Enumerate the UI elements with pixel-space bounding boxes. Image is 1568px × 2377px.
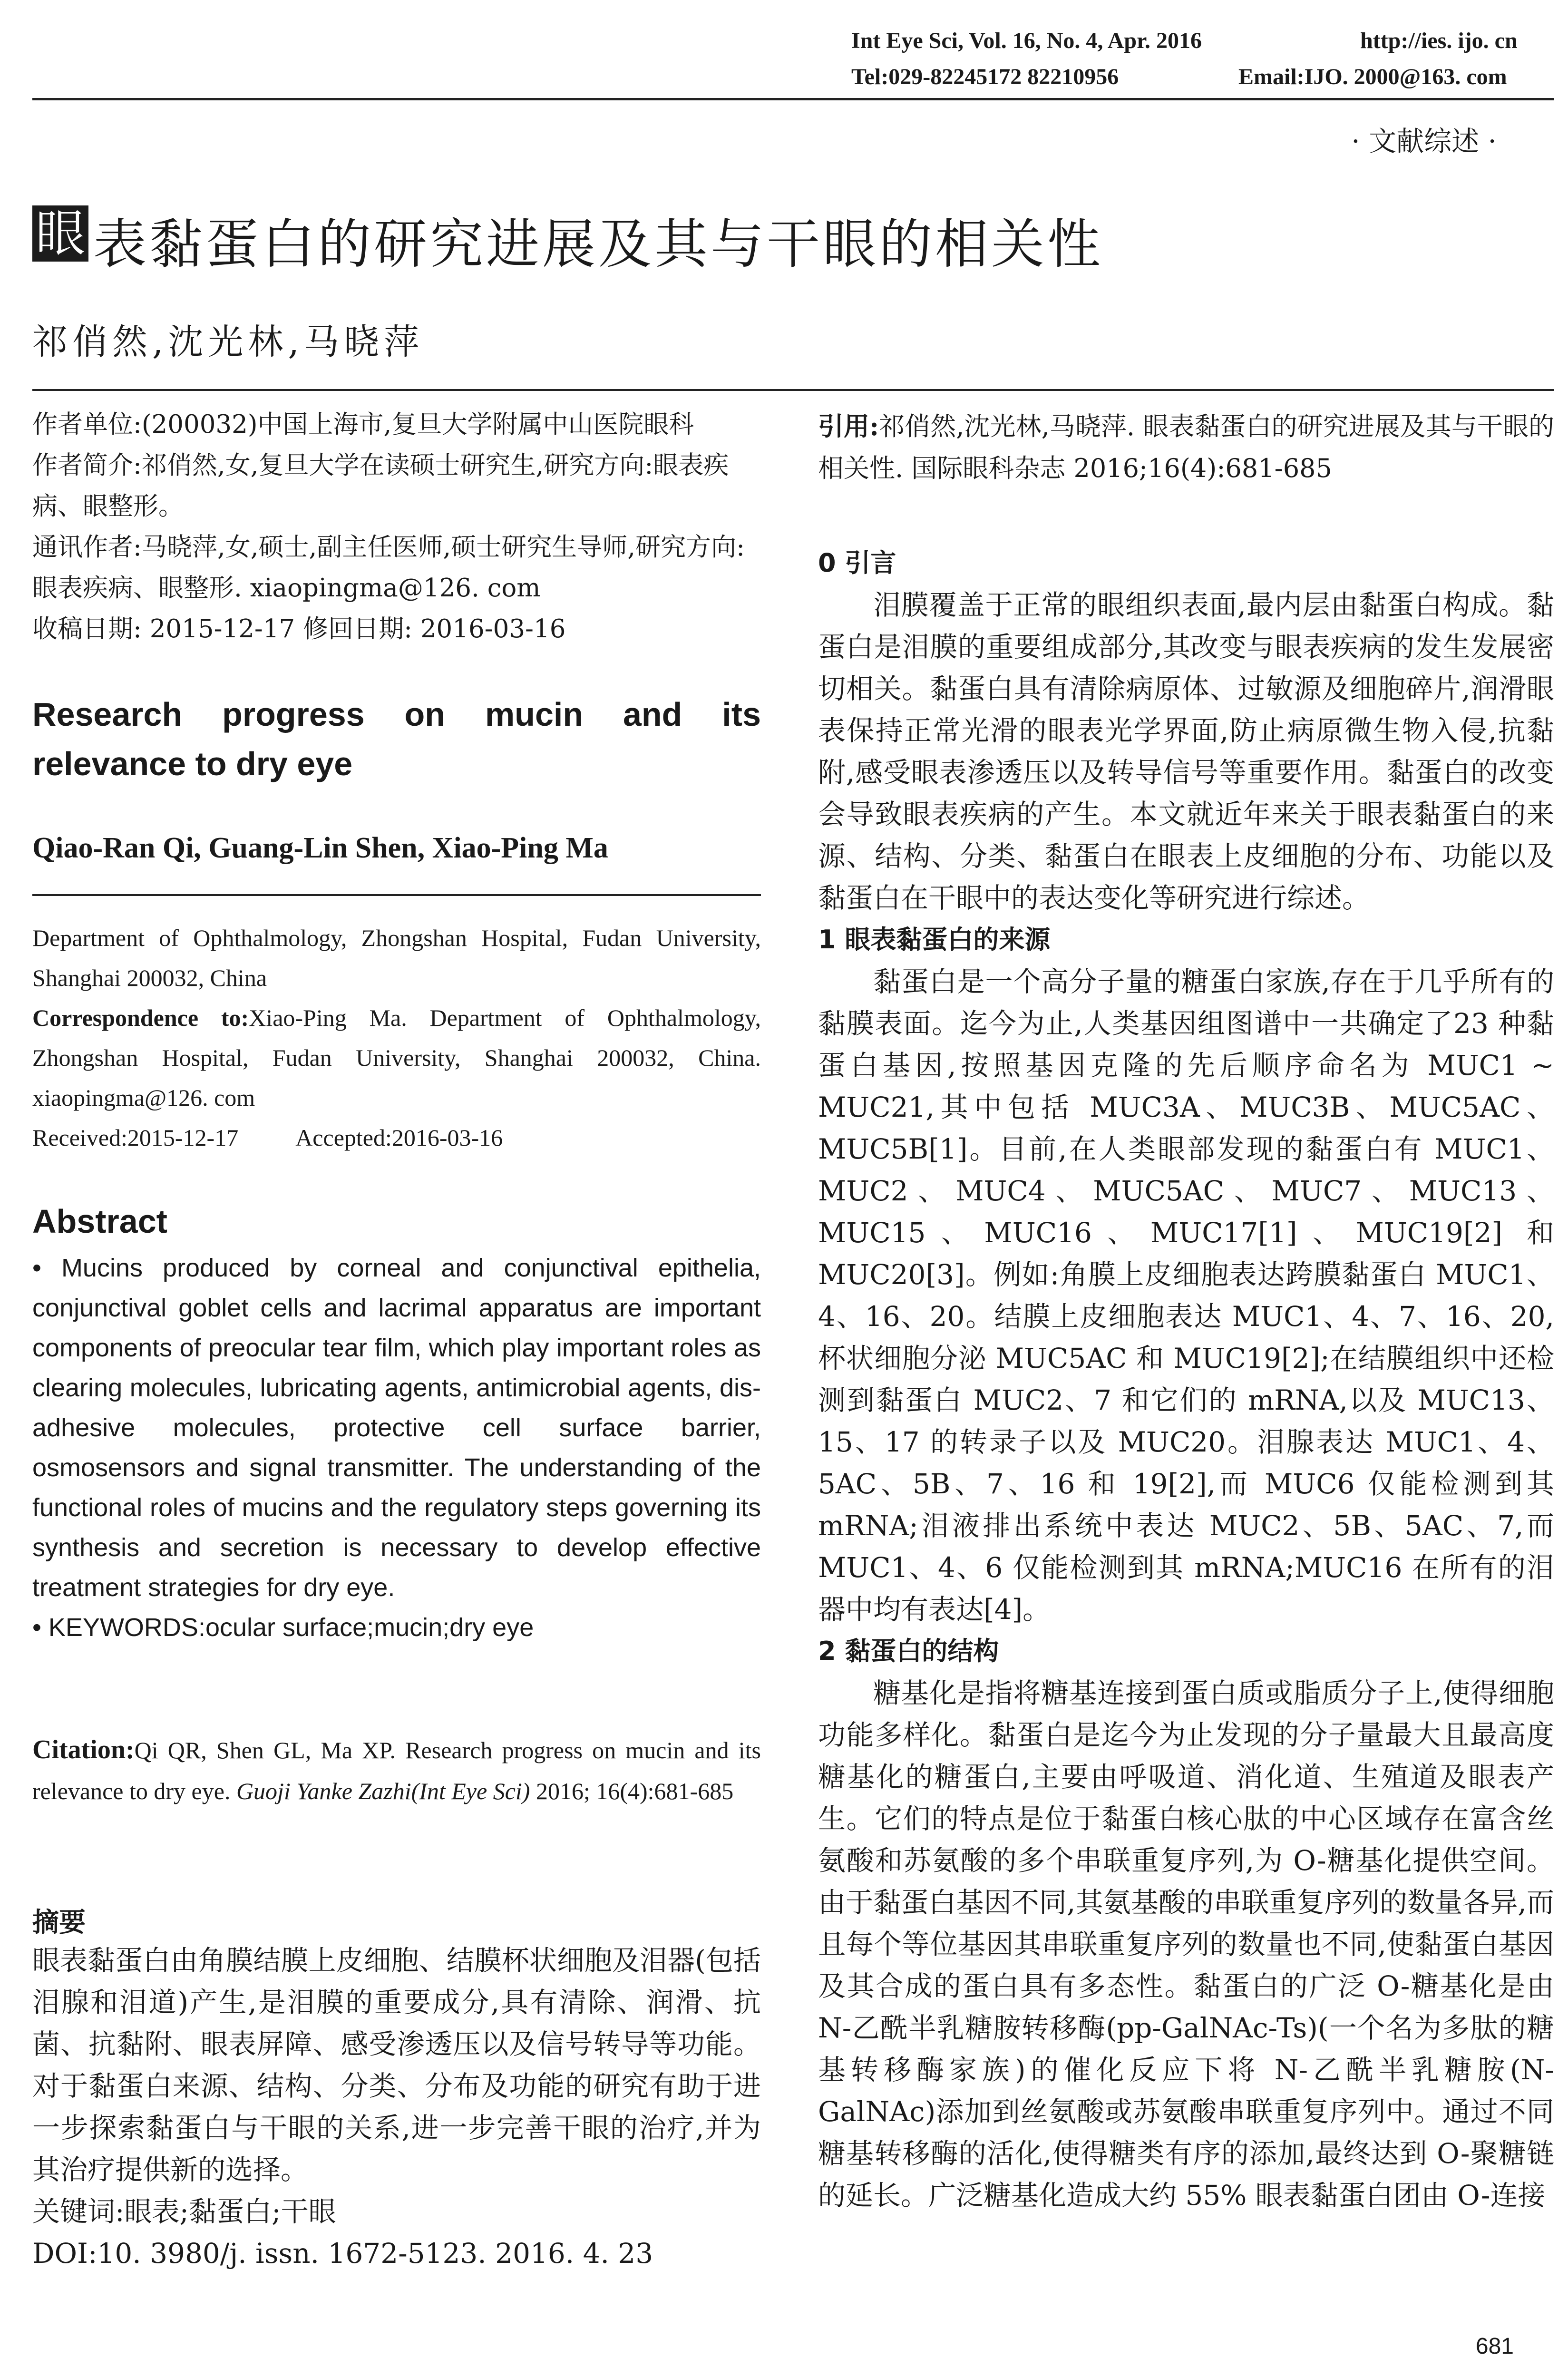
english-title-line1: Research progress on mucin and its xyxy=(32,696,761,733)
citation-journal: Guoji Yanke Zazhi(Int Eye Sci) xyxy=(236,1778,530,1804)
section-2-heading: 2 黏蛋白的结构 xyxy=(818,1636,999,1666)
journal-url[interactable]: http://ies. ijo. cn xyxy=(1360,28,1518,53)
authors-cn: 祁俏然,沈光林,马晓萍 xyxy=(32,321,424,362)
english-authors: Qiao-Ran Qi, Guang-Lin Shen, Xiao-Ping Ma xyxy=(32,832,608,864)
section-1-body: 黏蛋白是一个高分子量的糖蛋白家族,存在于几乎所有的黏膜表面。迄今为止,人类基因组图谱中一共确定了23 种黏蛋白基因,按照基因克隆的先后顺序命名为 MUC1 ~ MUC21,其中包括 MUC3A、MUC3B、MUC5AC、MUC5B[1]。目前,在人类眼部发现的黏蛋白有 MUC1、MUC2、MUC4、MUC5AC、MUC7、MUC13、MUC15、MUC16、MUC17[1]、MUC19[2] 和 MUC20[3]。例如:角膜上皮细胞表达跨膜黏蛋白 MUC1、4、16、20。结膜上皮细胞表达 MUC1、4、7、16、20,杯状细胞分泌 MUC5AC 和 MUC19[2];在结膜组织中还检测到黏蛋白 MUC2、7 和它们的 mRNA,以及 MUC13、15、17 的转录子以及 MUC20。泪腺表达 MUC1、4、5AC、5B、7、16 和 19[2],而 MUC6 仅能检测到其 mRNA;泪液排出系统中表达 MUC2、5B、5AC、7,而 MUC1、4、6 仅能检测到其 mRNA;MUC16 在所有的泪器中均有表达[4]。 xyxy=(818,965,1554,1626)
journal-tel: Tel:029-82245172 82210956 xyxy=(851,64,1119,89)
header-rule xyxy=(32,98,1554,100)
abstract-heading: Abstract xyxy=(32,1203,167,1240)
abstract-keywords: • KEYWORDS:ocular surface;mucin;dry eye xyxy=(32,1613,534,1642)
corresponding-author: 通讯作者:马晓萍,女,硕士,副主任医师,硕士研究生导师,研究方向:眼表疾病、眼整形. xiaopingma@126. com xyxy=(32,533,745,603)
section-2-body: 糖基化是指将糖基连接到蛋白质或脂质分子上,使得细胞功能多样化。黏蛋白是迄今为止发现的分子量最大且最高度糖基化的糖蛋白,主要由呼吸道、消化道、生殖道及眼表产生。它们的特点是位于黏蛋白核心肽的中心区域存在富含丝氨酸和苏氨酸的多个串联重复序列,为 O-糖基化提供空间。由于黏蛋白基因不同,其氨基酸的串联重复序列的数量各异,而且每个等位基因其串联重复序列的数量也不同,使黏蛋白基因及其合成的蛋白具有多态性。黏蛋白的广泛 O-糖基化是由 N-乙酰半乳糖胺转移酶(pp-GalNAc-Ts)(一个名为多肽的糖基转移酶家族)的催化反应下将 N-乙酰半乳糖胺(N-GalNAc)添加到丝氨酸或苏氨酸串联重复序列中。通过不同糖基转移酶的活化,使得糖类有序的添加,最终达到 O-聚糖链的延长。广泛糖基化造成大约 55% 眼表黏蛋白团由 O-连接 xyxy=(818,1677,1554,2211)
author-info xyxy=(32,404,761,650)
citation-cn-text: 祁俏然,沈光林,马晓萍. 眼表黏蛋白的研究进展及其与干眼的相关性. 国际眼科杂志 2016;16(4):681-685 xyxy=(818,411,1554,483)
section-0-body: 泪膜覆盖于正常的眼组织表面,最内层由黏蛋白构成。黏蛋白是泪膜的重要组成部分,其改变与眼表疾病的发生发展密切相关。黏蛋白具有清除病原体、过敏源及细胞碎片,润滑眼表保持正常光滑的眼表光学界面,防止病原微生物入侵,抗黏附,感受眼表渗透压以及转导信号等重要作用。黏蛋白的改变会导致眼表疾病的产生。本文就近年来关于眼表黏蛋白的来源、结构、分类、黏蛋白在眼表上皮细胞的分布、功能以及黏蛋白在干眼中的表达变化等研究进行综述。 xyxy=(818,589,1554,914)
citation-text: Qi QR, Shen GL, Ma XP. Research progress on mucin and its relevance to dry eye. xyxy=(32,1737,761,1804)
paper-title: 表黏蛋白的研究进展及其与干眼的相关性 xyxy=(93,214,1103,275)
citation-label: Citation: xyxy=(32,1735,135,1764)
page-number: 681 xyxy=(1475,2334,1514,2359)
citation-tail: 2016; 16(4):681-685 xyxy=(536,1778,734,1804)
affiliation: Department of Ophthalmology, Zhongshan Hospital, Fudan University, Shanghai 200032, China xyxy=(32,925,761,991)
correspondence xyxy=(32,998,761,1118)
section-1-heading: 1 眼表黏蛋白的来源 xyxy=(818,925,1051,955)
correspondence-label: Correspondence to: xyxy=(32,1004,249,1031)
accepted-date: Accepted:2016-03-16 xyxy=(295,1124,503,1151)
section-tag: · 文献综述 · xyxy=(1351,125,1497,157)
zh-keywords: 关键词:眼表;黏蛋白;干眼 xyxy=(32,2195,336,2228)
journal-email[interactable]: Email:IJO. 2000@163. com xyxy=(1238,64,1507,89)
english-affiliation xyxy=(32,918,761,1158)
citation-cn xyxy=(818,405,1554,489)
citation-en xyxy=(32,1729,761,1812)
received-dates: 收稿日期: 2015-12-17 修回日期: 2016-03-16 xyxy=(32,614,566,643)
zh-abstract-heading: 摘要 xyxy=(32,1907,86,1938)
citation-cn-label: 引用: xyxy=(818,411,879,441)
abstract-text: • Mucins produced by corneal and conjunctival epithelia, conjunctival goblet cells and lacrimal apparatus are important components of preocular tear film, which play important roles as clearing molecules, lubricating agents, antimicrobial agents, dis-adhesive molecules, protective cell surface barrier, osmosensors and signal transmitter. The understanding of the functional roles of mucins and the regulatory steps governing its synthesis and secretion is necessary to develop effective treatment strategies for dry eye. xyxy=(32,1254,761,1602)
author-bio: 作者简介:祁俏然,女,复旦大学在读硕士研究生,研究方向:眼表疾病、眼整形。 xyxy=(32,451,729,521)
body-text xyxy=(818,542,1554,2216)
title-initial: 眼 xyxy=(32,205,88,262)
title-rule xyxy=(32,389,1554,391)
received-accepted xyxy=(32,1118,761,1158)
zh-abstract-body: 眼表黏蛋白由角膜结膜上皮细胞、结膜杯状细胞及泪器(包括泪腺和泪道)产生,是泪膜的重要成分,具有清除、润滑、抗菌、抗黏附、眼表屏障、感受渗透压以及信号转导等功能。对于黏蛋白来源、结构、分类、分布及功能的研究有助于进一步探索黏蛋白与干眼的关系,进一步完善干眼的治疗,并为其治疗提供新的选择。 xyxy=(32,1944,761,2186)
journal-info: Int Eye Sci, Vol. 16, No. 4, Apr. 2016 xyxy=(851,28,1202,53)
abstract-body xyxy=(32,1248,761,1647)
english-title xyxy=(32,690,761,789)
received-date: Received:2015-12-17 xyxy=(32,1124,239,1151)
english-title-line2: relevance to dry eye xyxy=(32,745,353,782)
zh-abstract xyxy=(32,1939,761,2274)
doi: DOI:10. 3980/j. issn. 1672-5123. 2016. 4. 23 xyxy=(32,2237,653,2270)
authors-rule xyxy=(32,894,761,896)
section-0-heading: 0 引言 xyxy=(818,548,896,578)
author-affiliation: 作者单位:(200032)中国上海市,复旦大学附属中山医院眼科 xyxy=(32,410,694,439)
correspondence-text: Xiao-Ping Ma. Department of Ophthalmology, Zhongshan Hospital, Fudan University, Shanghai 200032, China. xiaopingma@126. com xyxy=(32,1004,761,1111)
